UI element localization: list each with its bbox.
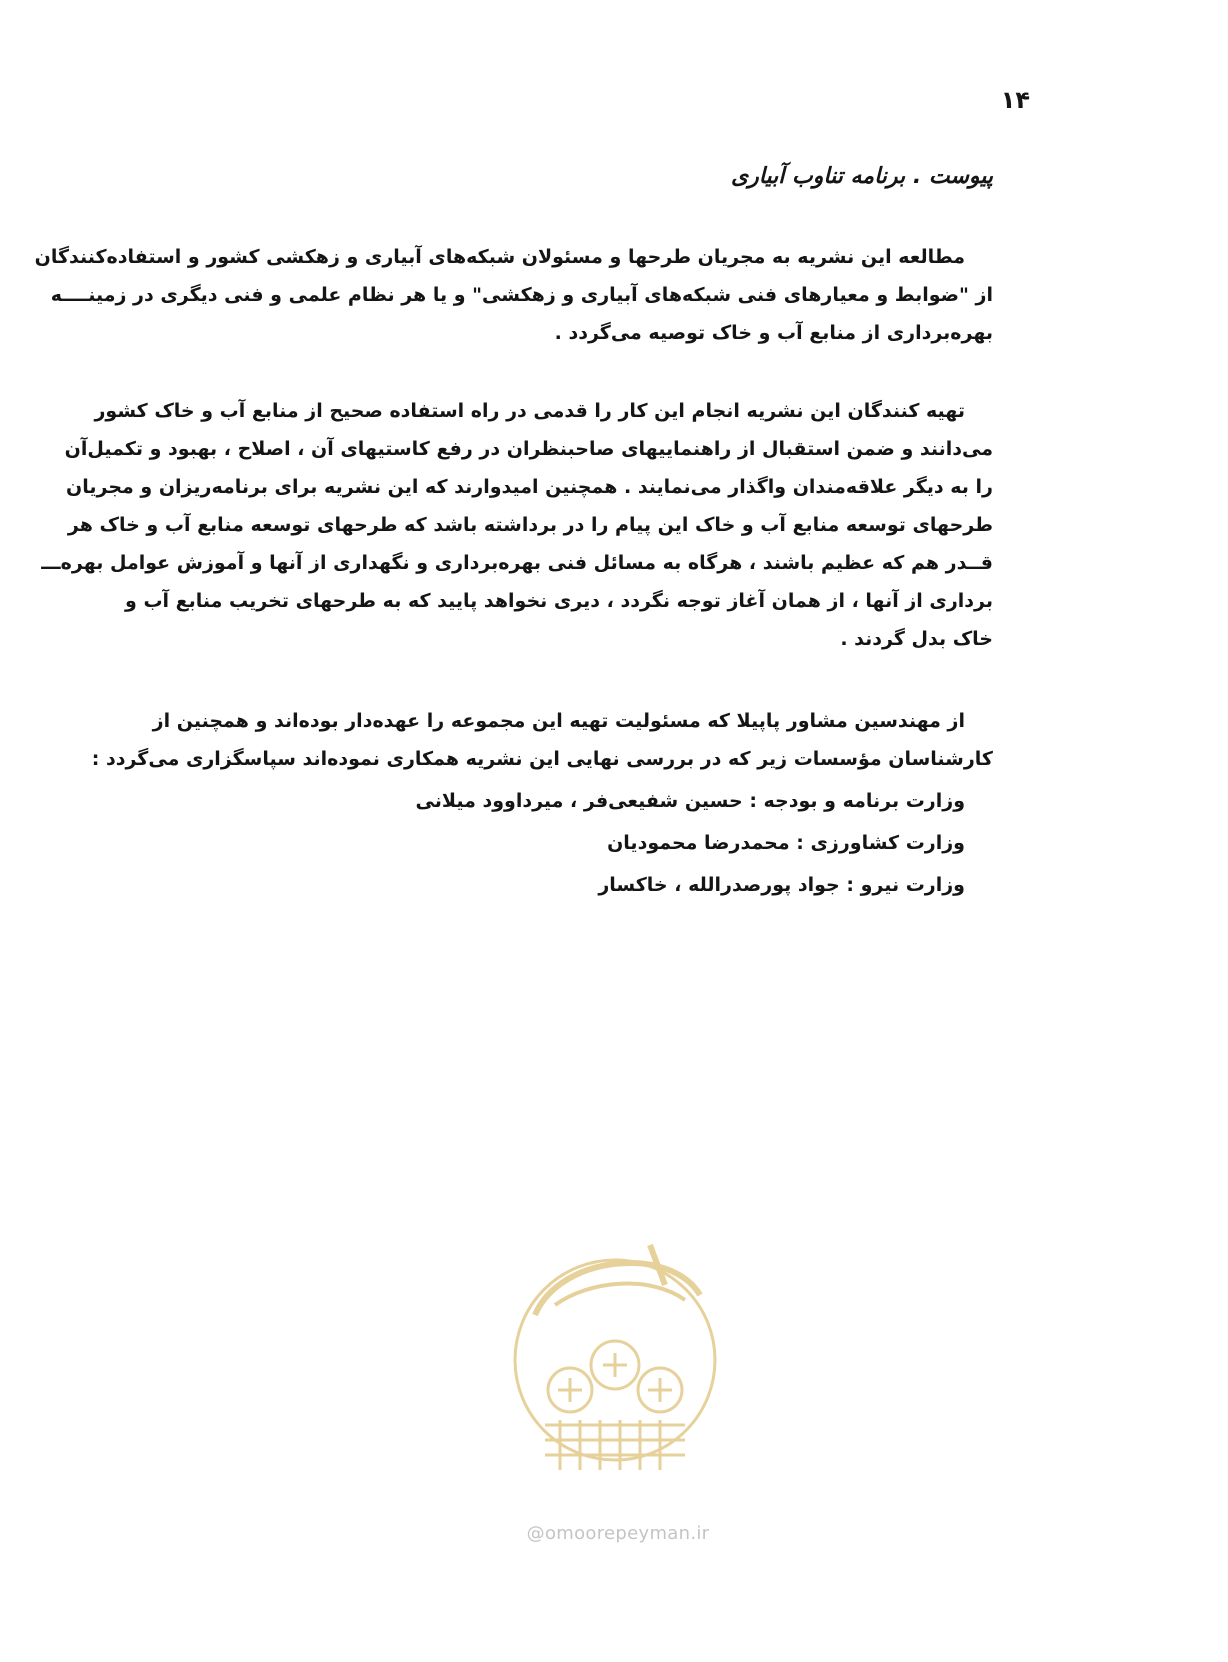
paragraph-line: از "ضوابط و معیارهای فنی شبکه‌های آبیاری و زهکشی" و یا هر نظام علمی و فنی دیگری در زمینــــه xyxy=(50,284,993,306)
acknowledgement-item: وزارت نیرو : جواد پورصدرالله ، خاکسار xyxy=(598,874,965,896)
paragraph-line: قــدر هم که عظیم باشند ، هرگاه به مسائل فنی بهره‌برداری و نگهداری از آنها و آموزش عوامل بهره‌ـــ xyxy=(41,552,993,574)
acknowledgement-item: وزارت کشاورزی : محمدرضا محمودیان xyxy=(607,832,965,854)
paragraph-thanks xyxy=(92,702,993,778)
section-heading: پیوست . برنامه تناوب آبیاری xyxy=(730,164,993,189)
paragraph-line: کارشناسان مؤسسات زیر که در بررسی نهایی این نشریه همکاری نموده‌اند سپاسگزاری می‌گردد : xyxy=(91,748,993,770)
paragraph-line: را به دیگر علاقه‌مندان واگذار می‌نمایند . همچنین امیدوارند که این نشریه برای برنامه‌ریزان و مجریان xyxy=(66,476,993,498)
watermark-url: @omoorepeyman.ir xyxy=(526,1523,710,1544)
page-number: ۱۴ xyxy=(1000,86,1030,114)
paragraph-line: از مهندسین مشاور پاپیلا که مسئولیت تهیه این مجموعه را عهده‌دار بوده‌اند و همچنین از xyxy=(152,710,965,732)
paragraph-line: مطالعه این نشریه به مجریان طرحها و مسئولان شبکه‌های آبیاری و زهکشی کشور و استفاده‌کنندگان xyxy=(34,246,965,268)
paragraph-line: طرحهای توسعه منابع آب و خاک این پیام را در برداشته باشد که طرحهای توسعه منابع آب و خاک هر xyxy=(67,514,993,536)
paragraph-line: بهره‌برداری از منابع آب و خاک توصیه می‌گردد . xyxy=(554,322,993,344)
acknowledgement-list xyxy=(416,780,965,906)
paragraph-line: می‌دانند و ضمن استقبال از راهنماییهای صاحبنظران در رفع کاستیهای آن ، اصلاح ، بهبود و تکمیل‌آن xyxy=(64,438,993,460)
paragraph-preparers xyxy=(41,392,993,658)
paragraph-line: خاک بدل گردند . xyxy=(840,628,993,650)
paragraph-line: برداری از آنها ، از همان آغاز توجه نگردد ، دیری نخواهد پایید که به طرحهای تخریب منابع آب و xyxy=(125,590,993,612)
acknowledgement-item: وزارت برنامه و بودجه : حسین شفیعی‌فر ، میرداوود میلانی xyxy=(415,790,965,812)
watermark-logo xyxy=(500,1225,730,1520)
paragraph-intro xyxy=(35,238,993,352)
paragraph-line: تهیه کنندگان این نشریه انجام این کار را قدمی در راه استفاده صحیح از منابع آب و خاک کشور xyxy=(94,400,965,422)
